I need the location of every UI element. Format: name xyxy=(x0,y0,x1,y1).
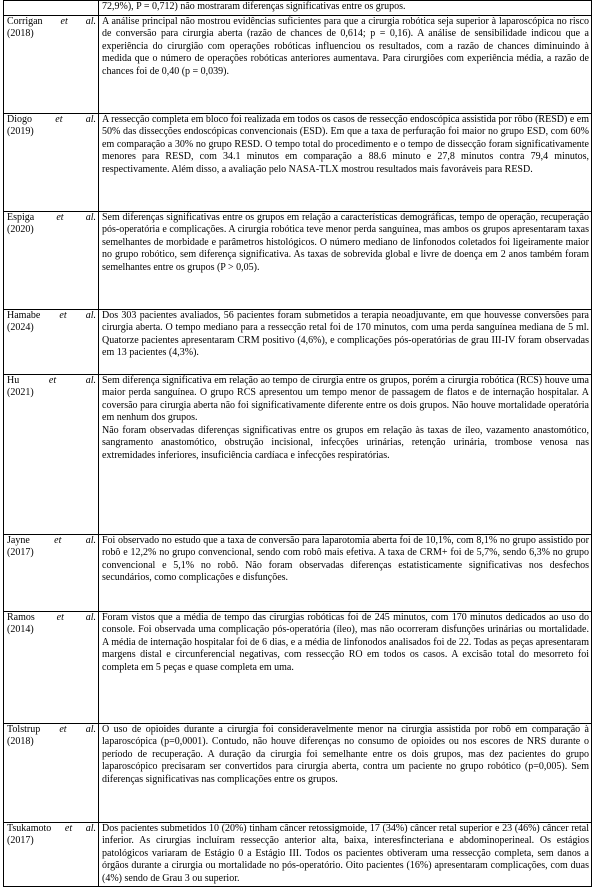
author-name: Diogo xyxy=(7,113,32,125)
et-al-text: et al. xyxy=(56,211,96,223)
et-al-text: et al. xyxy=(64,822,97,834)
reference-cell xyxy=(4,723,99,822)
reference-cell xyxy=(4,309,99,374)
results-cell xyxy=(99,723,592,822)
results-paragraph: Não foram observadas diferenças significativas entre os grupos em relação às taxas de íleo, vazamento anastomótico, sangramento anastomótico, obstrução incisional, infecções urinárias, retenção urinária, trombose venosa nas extremidades inferiores, insuficiência cardíaca e infecções respiratórias. xyxy=(102,424,589,461)
reference-author-line xyxy=(7,16,96,27)
reference-author-line xyxy=(7,212,96,223)
author-name: Hu xyxy=(7,374,20,386)
reference-author-line xyxy=(7,310,96,321)
results-paragraph: Dos pacientes submetidos 10 (20%) tinham câncer retossigmoide, 17 (34%) câncer retal superior e 23 (46%) câncer retal inferior. As cirurgias incluíram ressecção anterior alta, baixa, interesfincteriana e abdominoperineal. Os estágios patológicos variaram de Estágio 0 a Estágio III. Todos os pacientes obtiveram uma ressecção completa, sem danos a órgãos durante a cirurgia ou mortalidade no pós-operatório. Oito pacientes (16%) apresentaram complicações, com duas (4%) sendo de Grau 3 ou superior. xyxy=(102,822,589,884)
reference-author-line xyxy=(7,535,96,546)
publication-year: (2019) xyxy=(7,126,34,137)
et-al-text: et al. xyxy=(59,723,97,735)
et-al-text: et al. xyxy=(59,309,97,321)
et-al-text: et al. xyxy=(56,611,96,623)
table-row xyxy=(4,1,592,16)
results-paragraph: Foram vistos que a média de tempo das cirurgias robóticas foi de 245 minutos, com 170 minutos dedicados ao uso do console. Foi observada uma complicação pós-operatória (íleo), mas não ocorreram disfunções urinárias ou mortalidade. A média de internação hospitalar foi de 6 dias, e a média de linfonodos analisados foi de 22. Todas as peças apresentaram margens distal e circunferencial negativas, com ressecção RO em todos os casos. A excisão total do mesorreto foi completa em 5 peças e quase completa em uma. xyxy=(102,611,589,673)
reference-author-line xyxy=(7,612,96,623)
results-cell xyxy=(99,534,592,611)
results-paragraph: 72,9%), P = 0,712) não mostraram diferenças significativas entre os grupos. xyxy=(102,1,406,12)
reference-cell xyxy=(4,211,99,309)
results-cell xyxy=(99,211,592,309)
publication-year: (2017) xyxy=(7,835,34,846)
results-table xyxy=(3,0,592,887)
et-al-text: et al. xyxy=(54,534,96,546)
reference-cell xyxy=(4,611,99,723)
table-row xyxy=(4,113,592,211)
reference-cell xyxy=(4,1,99,16)
et-al-text: et al. xyxy=(48,374,97,386)
results-cell xyxy=(99,113,592,211)
author-name: Tsukamoto xyxy=(7,822,52,834)
author-name: Espiga xyxy=(7,211,35,223)
reference-author-line xyxy=(7,375,96,386)
author-name: Tolstrup xyxy=(7,723,41,735)
results-paragraph: Sem diferenças significativas entre os grupos em relação a características demográficas, tempo de operação, recuperação pós-operatória e complicações. A cirurgia robótica teve menor perda sanguínea, mas ambos os grupos apresentaram taxas semelhantes de morbidade e parâmetros histológicos. O número mediano de linfonodos coletados foi ligeiramente maior no grupo robótico, sem diferença significativa. As taxas de sobrevida global e livre de doença em 2 anos também foram semelhantes entre os grupos (P > 0,05). xyxy=(102,211,589,273)
table-row xyxy=(4,15,592,113)
publication-year: (2021) xyxy=(7,387,34,398)
author-name: Jayne xyxy=(7,534,30,546)
table-row xyxy=(4,822,592,887)
results-paragraph: Dos 303 pacientes avaliados, 56 pacientes foram submetidos a terapia neoadjuvante, em que houvesse conversões para cirurgia aberta. O tempo mediano para a ressecção retal foi de 170 minutos, com uma perda sanguínea mediana de 5 ml. Quatorze pacientes apresentaram CRM positivo (4,6%), e complicações pós-operatórias de grau III-IV foram observadas em 13 pacientes (4,3%). xyxy=(102,309,589,358)
publication-year: (2020) xyxy=(7,224,34,235)
reference-cell xyxy=(4,534,99,611)
reference-author-line xyxy=(7,114,96,125)
results-cell xyxy=(99,611,592,723)
publication-year: (2018) xyxy=(7,736,34,747)
results-cell xyxy=(99,309,592,374)
reference-author-line xyxy=(7,823,96,834)
author-name: Ramos xyxy=(7,611,35,623)
publication-year: (2018) xyxy=(7,28,34,39)
results-paragraph: A ressecção completa em bloco foi realizada em todos os casos de ressecção endoscópica assistida por rôbo (RESD) e em 50% das dissecções endoscópicas convencionais (ESD). Em que a taxa de perfuração foi maior no grupo ESD, com 60% em comparação a 30% no grupo RESD. O tempo total do procedimento e o tempo de dissecção foram significativamente menores para RESD, com 34.1 minutos em comparação a 88.6 minuto e 27,8 minutos contra 79,4 minutos, respectivamente. Além disso, a avaliação pelo NASA-TLX mostrou resultados mais favoráveis para RESD. xyxy=(102,113,589,175)
reference-cell xyxy=(4,113,99,211)
reference-author-line xyxy=(7,724,96,735)
author-name: Corrigan xyxy=(7,15,43,27)
table-row xyxy=(4,611,592,723)
results-paragraph: Sem diferença significativa em relação ao tempo de cirurgia entre os grupos, porém a cirurgia robótica (RCS) houve uma maior perda sanguínea. O grupo RCS apresentou um tempo menor de passagem de flatos e de internação hospitalar. A coversão para cirurgia aberta não foi significativamente diferente entre os dois grupos. Não houve mortalidade operatória em nenhum dos grupos. xyxy=(102,374,589,423)
table-row xyxy=(4,374,592,534)
table-row xyxy=(4,211,592,309)
publication-year: (2014) xyxy=(7,624,34,635)
results-paragraph: A análise principal não mostrou evidências suficientes para que a cirurgia robótica seja superior à laparoscópica no risco de conversão para cirurgia aberta (razão de chances de 0,614; p = 0,16). A análise de sensibilidade indicou que a experiência do cirurgião com operações robóticas influenciou os resultados, com a razão de chances diminuindo à medida que o número de operações robóticas anteriores aumentava. Para cirurgiões com experiência média, a razão de chances foi de 0,40 (p = 0,039). xyxy=(102,15,589,77)
table-row xyxy=(4,309,592,374)
reference-cell xyxy=(4,374,99,534)
table-row xyxy=(4,534,592,611)
results-paragraph: Foi observado no estudo que a taxa de conversão para laparotomia aberta foi de 10,1%, com 8,1% no grupo assistido por robô e 12,2% no grupo convencional, sendo com robô mais efetiva. A taxa de CRM+ foi de 5,7%, sendo 6,3% no grupo convencional e 5,1% no robô. Não foram observadas diferenças estatisticamente significativas nos desfechos secundários, como complicações e disfunções. xyxy=(102,534,589,583)
publication-year: (2024) xyxy=(7,322,34,333)
author-name: Hamabe xyxy=(7,309,41,321)
publication-year: (2017) xyxy=(7,547,34,558)
results-cell xyxy=(99,1,592,16)
et-al-text: et al. xyxy=(60,15,97,27)
results-paragraph: O uso de opioides durante a cirurgia foi consideravelmente menor na cirurgia assistida por robô em comparação à laparoscópica (p=0,0001). Contudo, não houve diferenças no consumo de opioides ou nos escores de NRS durante o período de recuperação. A duração da cirurgia foi semelhante entre os dois grupos, mas dez pacientes do grupo laparoscópico precisaram ser convertidos para cirurgia aberta, contra um paciente no grupo robótico (p=0,005). Sem diferenças significativas nas complicações entre os grupos. xyxy=(102,723,589,785)
results-cell xyxy=(99,15,592,113)
reference-cell xyxy=(4,822,99,887)
table-row xyxy=(4,723,592,822)
results-cell xyxy=(99,822,592,887)
et-al-text: et al. xyxy=(55,113,96,125)
reference-cell xyxy=(4,15,99,113)
results-cell xyxy=(99,374,592,534)
